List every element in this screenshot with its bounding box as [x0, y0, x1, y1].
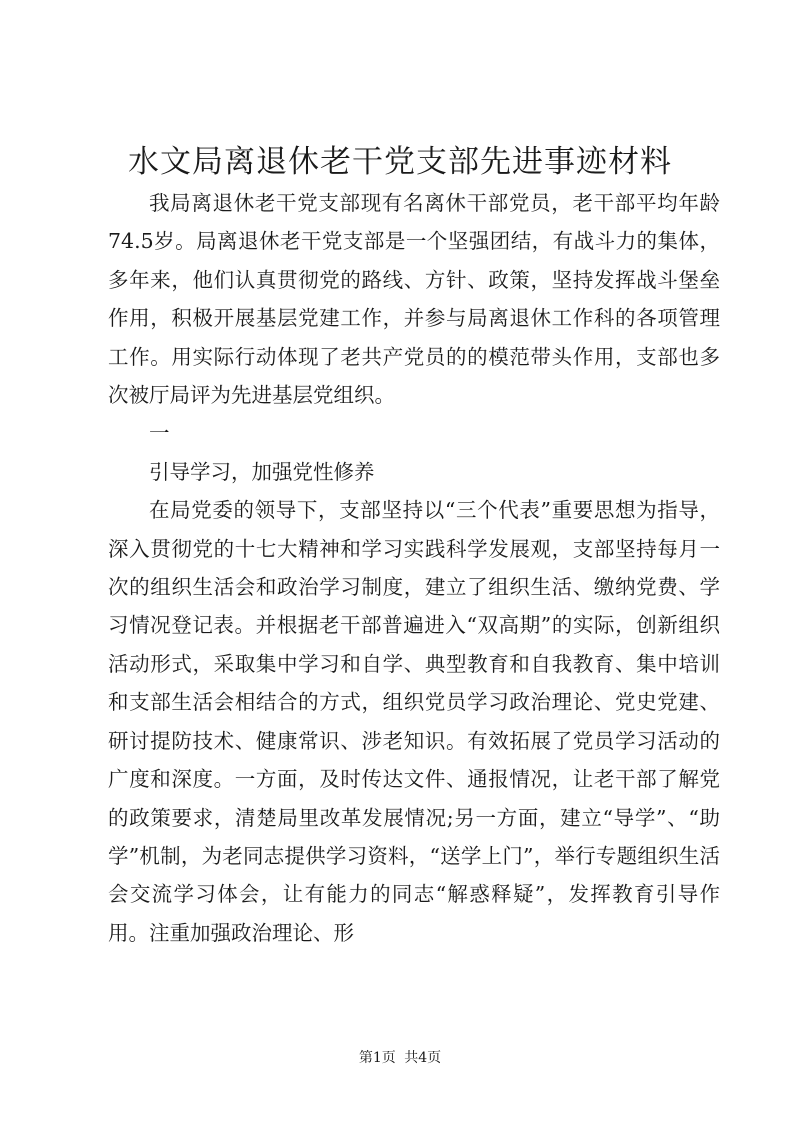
section-heading: 引导学习，加强党性修养: [149, 459, 375, 484]
section-paragraph: 在局党委的领导下，支部坚持以“三个代表”重要思想为指导，深入贯彻党的十七大精神和学习实践科学发展观，支部坚持每月一次的组织生活会和政治学习制度，建立了组织生活、缴纳党费、学习情况登记表。并根据老干部普遍进入“双高期”的实际，创新组织活动形式，采取集中学习和自学、典型教育和自我教育、集中培训和支部生活会相结合的方式，组织党员学习政治理论、党史党建、研讨提防技术、健康常识、涉老知识。有效拓展了党员学习活动的广度和深度。一方面，及时传达文件、通报情况，让老干部了解党的政策要求，清楚局里改革发展情况;另一方面，建立“导学”、“助学”机制，为老同志提供学习资料，“送学上门”，举行专题组织生活会交流学习体会，让有能力的同志“解惑释疑”，发挥教育引导作用。注重加强政治理论、形: [108, 498, 720, 945]
page-total: 共4页: [404, 1050, 442, 1066]
intro-paragraph: 我局离退休老干党支部现有名离休干部党员，老干部平均年龄74.5岁。局离退休老干党支部是一个坚强团结，有战斗力的集体，多年来，他们认真贯彻党的路线、方针、政策，坚持发挥战斗堡垒作用，积极开展基层党建工作，并参与局离退休工作科的各项管理工作。用实际行动体现了老共产党员的的模范带头作用，支部也多次被厅局评为先进基层党组织。: [108, 191, 720, 408]
page-footer: [0, 1048, 800, 1068]
page-number: 第1页: [358, 1050, 396, 1066]
section-number: 一: [149, 421, 170, 446]
document-body: [108, 184, 720, 952]
document-title: 水文局离退休老干党支部先进事迹材料: [128, 144, 672, 180]
